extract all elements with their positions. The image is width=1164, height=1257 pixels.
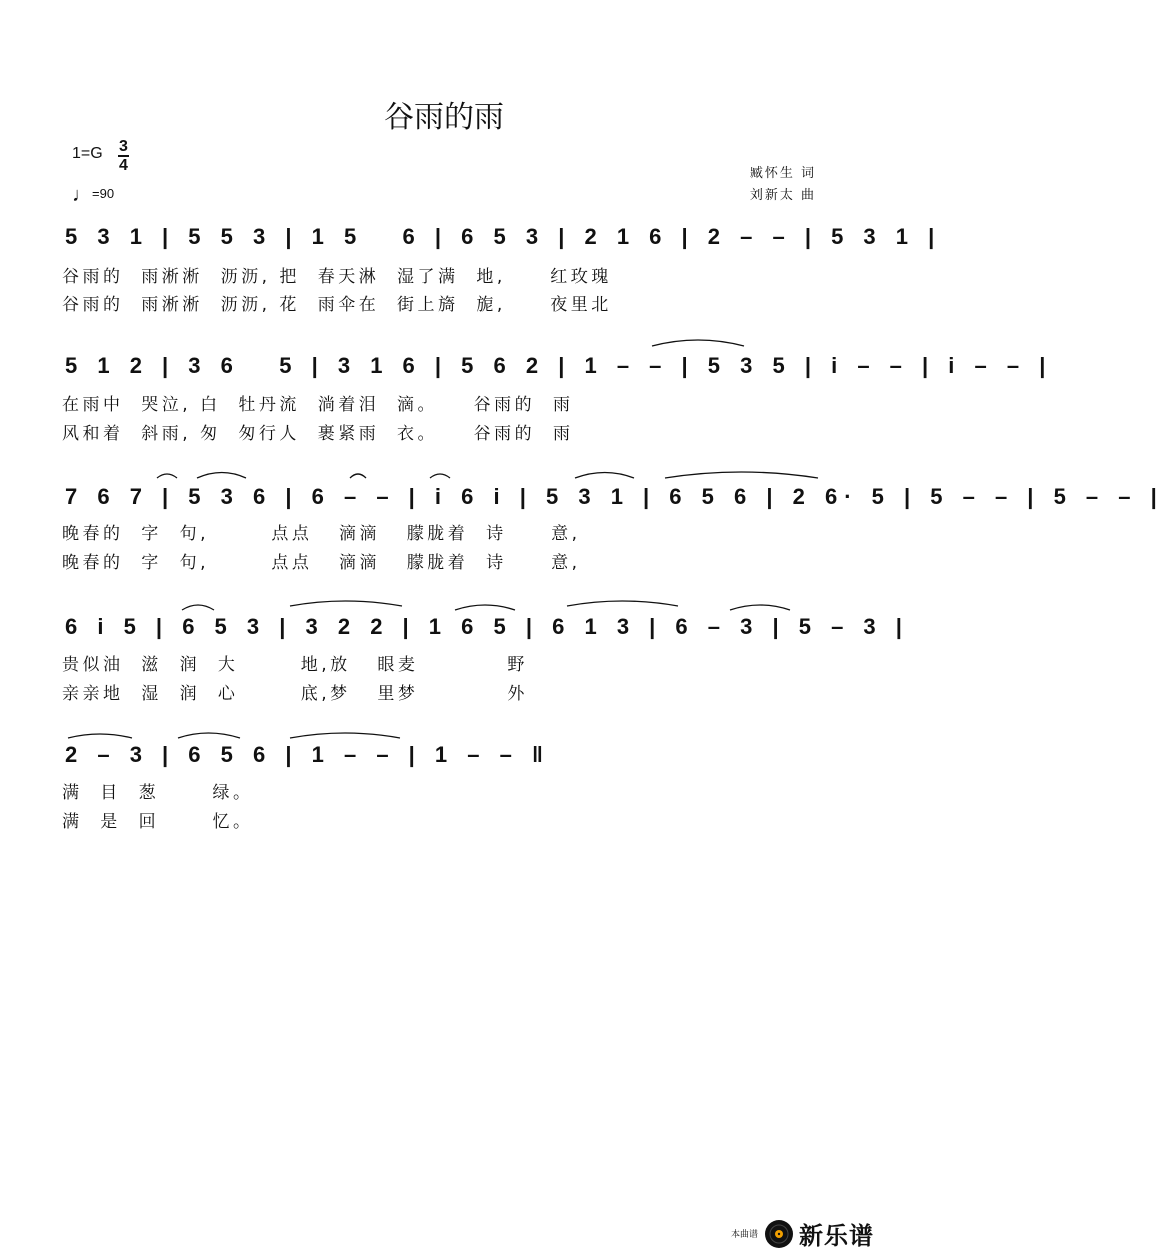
- notation-line-1: 5 3 1 | 5 5 3 | 1 5 6 | 6 5 3 | 2 1 6 | 2 – – | 5 3 1 |: [65, 224, 942, 249]
- lyric-line-3-verse-2: 晚春的 字 句, 点点 滴滴 朦胧着 诗 意,: [62, 553, 581, 573]
- lyric-line-4-verse-2: 亲亲地 湿 润 心 底,梦 里梦 外: [62, 684, 528, 704]
- time-signature-top: 3: [119, 138, 128, 155]
- lyricist-credit: 臧怀生 词: [749, 166, 816, 181]
- lyric-line-2-verse-1: 在雨中 哭泣, 白 牡丹流 淌着泪 滴。 谷雨的 雨: [62, 395, 574, 415]
- tempo-value: =90: [92, 186, 115, 201]
- notation-line-5: 2 – 3 | 6 5 6 | 1 – – | 1 – – ‖: [65, 742, 550, 767]
- slur-mark: [182, 605, 214, 610]
- lyric-line-4-verse-1: 贵似油 滋 润 大 地,放 眼麦 野: [62, 655, 528, 675]
- lyric-line-1-verse-1: 谷雨的 雨淅淅 沥沥, 把 春天淋 湿了满 地, 红玫瑰: [62, 267, 612, 287]
- slur-mark: [197, 473, 246, 479]
- tie-mark: [652, 340, 744, 346]
- slur-mark: [350, 474, 366, 478]
- slur-mark: [290, 601, 402, 606]
- slur-mark: [430, 474, 450, 478]
- key-signature: 1=G: [72, 145, 103, 162]
- quarter-note-icon: ♩: [72, 184, 92, 206]
- tie-mark: [290, 733, 400, 738]
- notation-line-4: 6 i 5 | 6 5 3 | 3 2 2 | 1 6 5 | 6 1 3 | 6 – 3 | 5 – 3 |: [65, 614, 909, 639]
- lyric-line-1-verse-2: 谷雨的 雨淅淅 沥沥, 花 雨伞在 街上旖 旎, 夜里北: [62, 295, 612, 315]
- lyric-line-3-verse-1: 晚春的 字 句, 点点 滴滴 朦胧着 诗 意,: [62, 524, 581, 544]
- song-title: 谷雨的雨: [384, 100, 504, 135]
- logo-text: 新乐谱: [799, 1222, 874, 1250]
- notation-line-2: 5 1 2 | 3 6 5 | 3 1 6 | 5 6 2 | 1 – – | 5 3 5 | i – – | i – – |: [65, 353, 1053, 378]
- vinyl-record-icon: [764, 1219, 794, 1249]
- slur-mark: [567, 601, 678, 606]
- time-signature-bottom: 4: [119, 157, 128, 174]
- slur-mark: [68, 734, 132, 738]
- composer-credit: 刘新太 曲: [749, 188, 816, 203]
- notation-line-3: 7 6 7 | 5 3 6 | 6 – – | i 6 i | 5 3 1 | 6 5 6 | 2 6· 5 | 5 – – | 5 – – |: [65, 484, 1164, 509]
- footer-note: 本曲谱: [730, 1230, 758, 1240]
- slur-mark: [178, 733, 240, 738]
- footer-watermark: [731, 1216, 874, 1251]
- lyric-line-5-verse-1: 满 目 葱 绿。: [62, 783, 254, 803]
- slur-mark: [455, 605, 515, 610]
- lyric-line-2-verse-2: 风和着 斜雨, 匆 匆行人 裹紧雨 衣。 谷雨的 雨: [62, 424, 574, 444]
- lyric-line-5-verse-2: 满 是 回 忆。: [62, 812, 254, 832]
- tie-mark: [665, 472, 818, 478]
- slur-mark: [575, 473, 634, 479]
- slur-mark: [730, 605, 790, 610]
- slur-mark: [157, 474, 177, 478]
